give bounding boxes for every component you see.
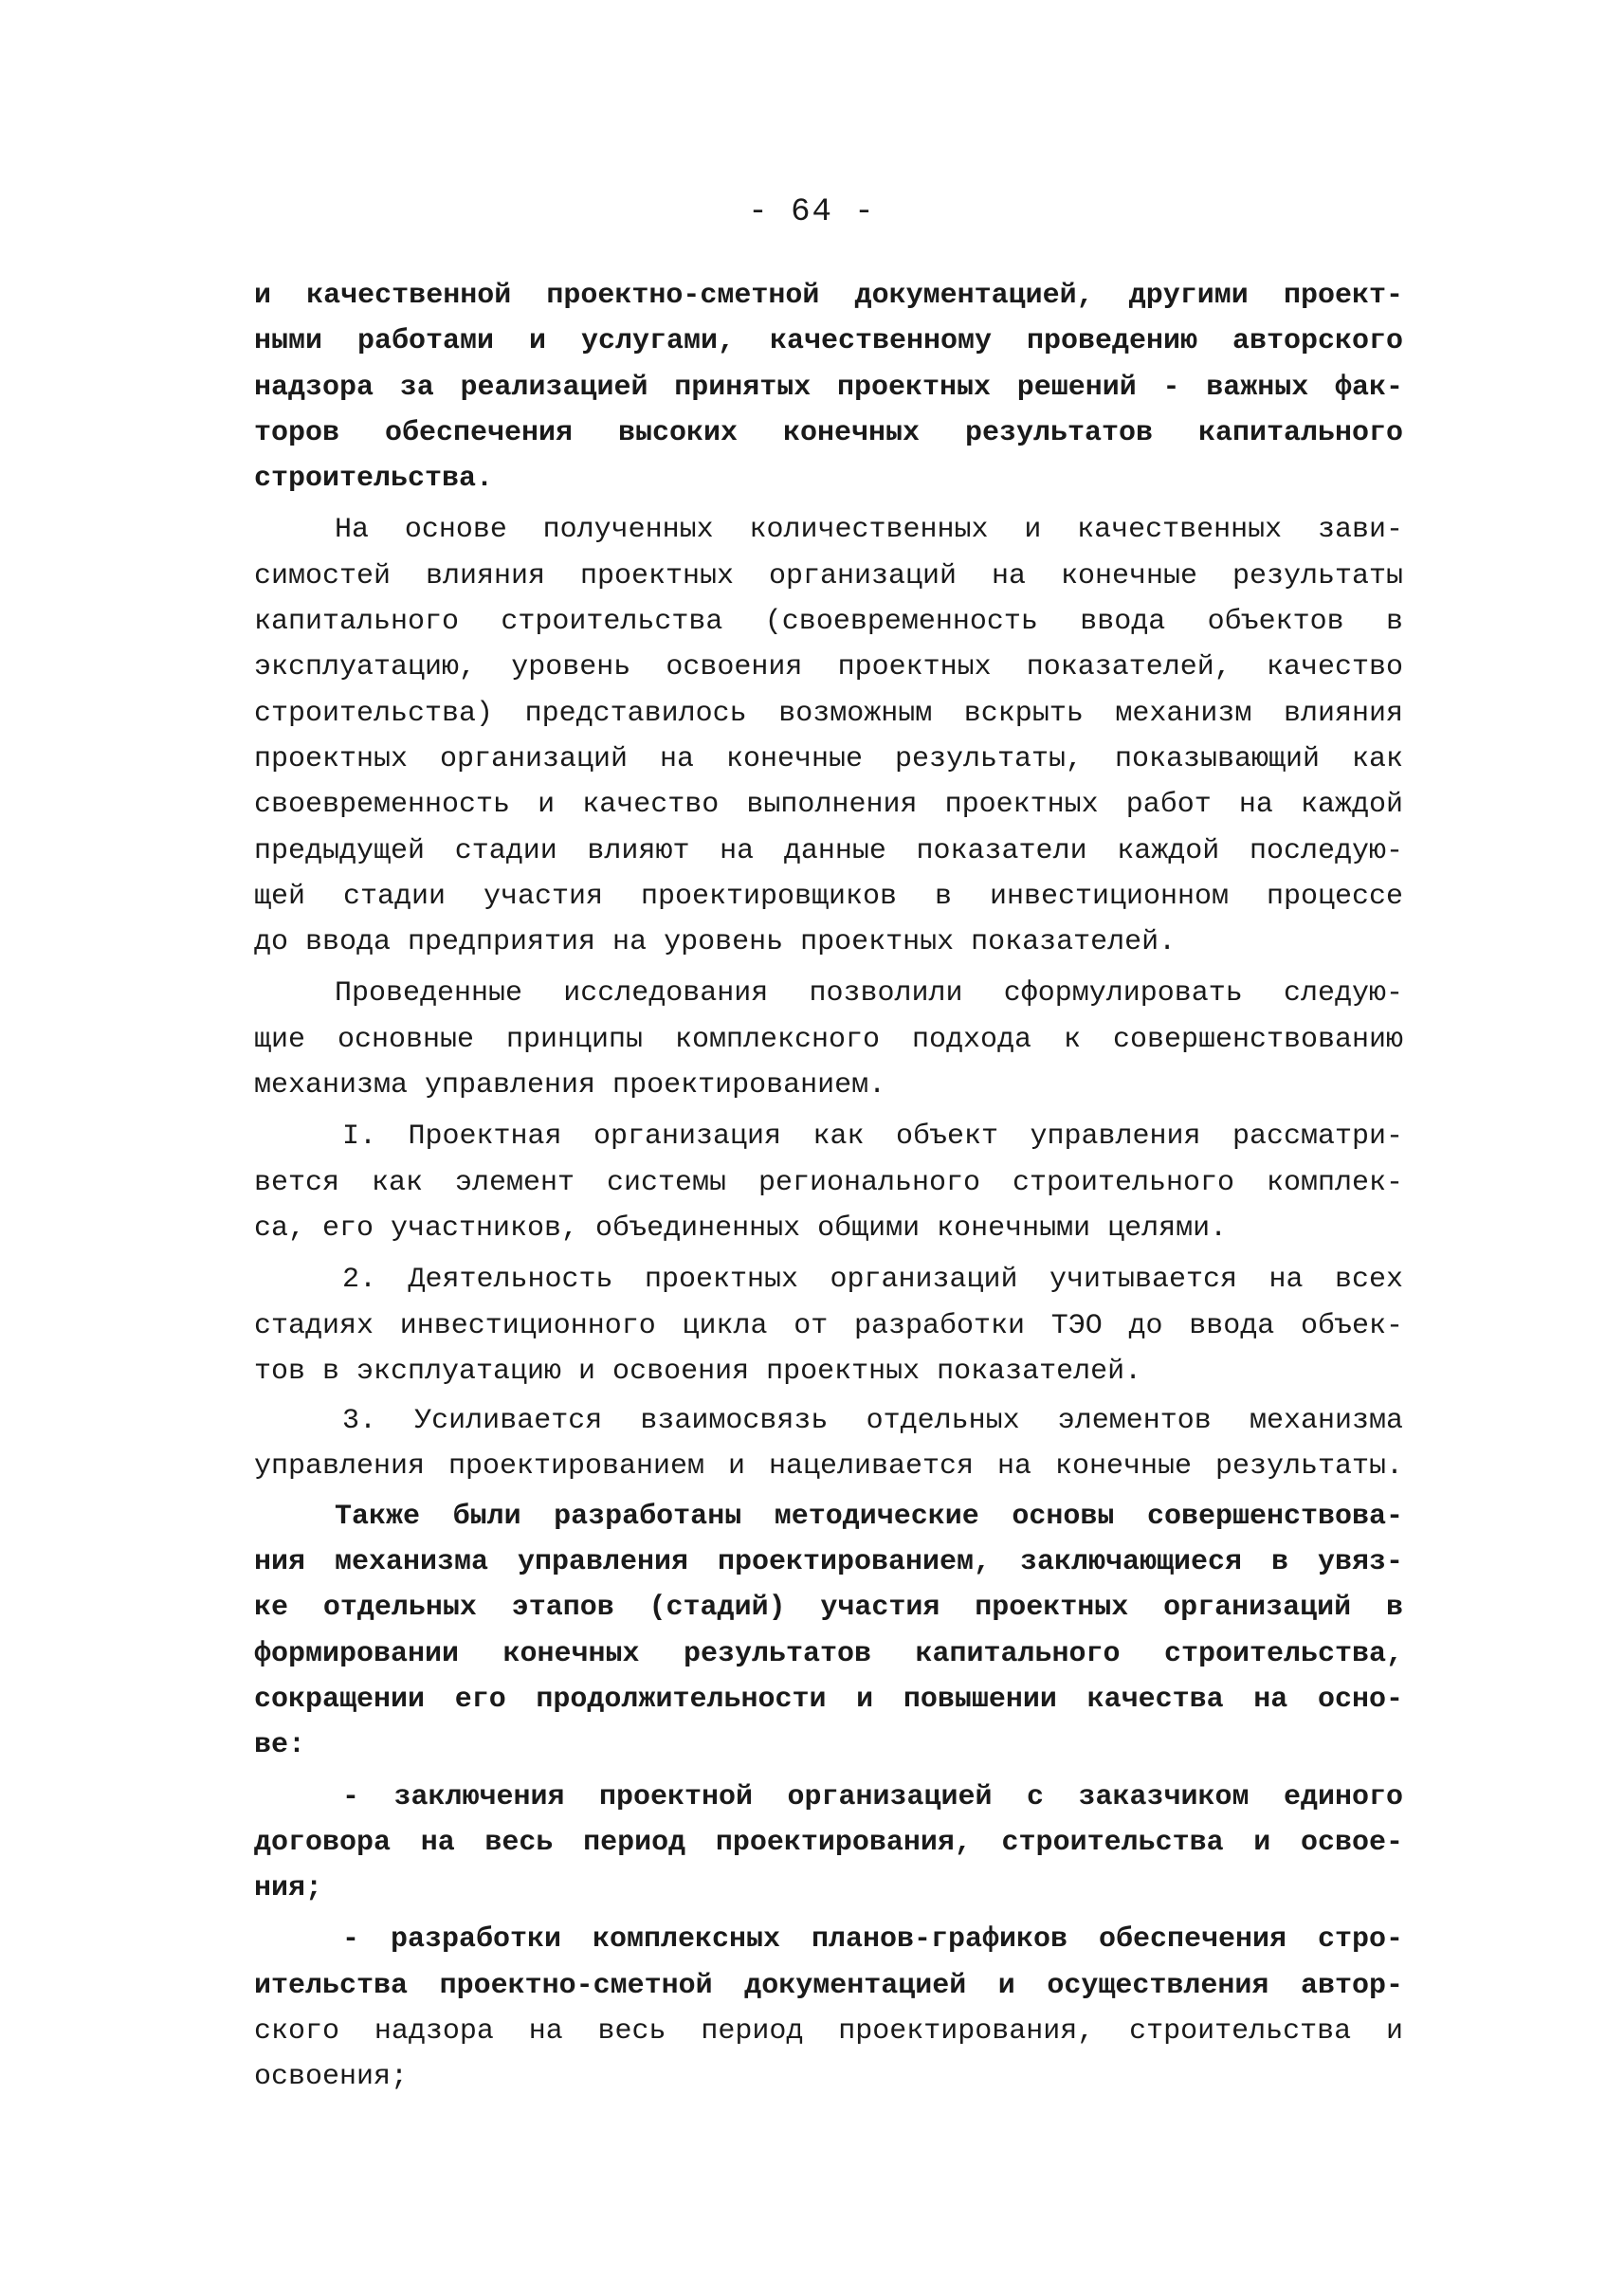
page-number: - 64 - [748, 194, 876, 230]
text-line: договора на весь период проектирования, строительства и освое- [254, 1826, 1403, 1859]
text-line: строительства. [254, 463, 494, 496]
text-line: са, его участников, объединенных общими конечными целями. [254, 1211, 1228, 1245]
text-line: предыдущей стадии влияют на данные показатели каждой последую- [254, 834, 1403, 867]
text-line: стадиях инвестиционного цикла от разработки ТЭО до ввода объек- [254, 1309, 1403, 1342]
text-line: торов обеспечения высоких конечных результатов капитального [254, 416, 1403, 449]
text-line: ве: [254, 1729, 306, 1762]
text-line: ке отдельных этапов (стадий) участия проектных организаций в [254, 1592, 1403, 1625]
text-line: формировании конечных результатов капитального строительства, [254, 1637, 1403, 1670]
text-line: механизма управления проектированием. [254, 1069, 886, 1102]
text-line: ния; [254, 1872, 323, 1905]
text-line: симостей влияния проектных организаций на конечные результаты [254, 559, 1403, 592]
text-line: надзора за реализацией принятых проектных решений - важных фак- [254, 371, 1403, 404]
text-line: проектных организаций на конечные результаты, показывающий как [254, 742, 1403, 775]
text-line: ными работами и услугами, качественному проведению авторского [254, 325, 1403, 358]
text-line: I. Проектная организация как объект управления рассматри- [342, 1120, 1403, 1154]
text-line: 2. Деятельность проектных организаций учитывается на всех [342, 1264, 1403, 1297]
text-line: На основе полученных количественных и качественных зави- [335, 514, 1403, 547]
text-line: Проведенные исследования позволили сформулировать следую- [335, 977, 1403, 1011]
text-line: строительства) представилось возможным вскрыть механизм влияния [254, 697, 1403, 730]
text-line: ительства проектно-сметной документацией и осуществления автор- [254, 1969, 1403, 2002]
text-line: щей стадии участия проектировщиков в инвестиционном процессе [254, 880, 1403, 913]
text-line: щие основные принципы комплексного подхода к совершенствованию [254, 1023, 1403, 1056]
text-line: своевременность и качество выполнения проектных работ на каждой [254, 789, 1403, 822]
text-line: управления проектированием и нацеливается на конечные результаты. [254, 1450, 1403, 1484]
text-line: и качественной проектно-сметной документацией, другими проект- [254, 280, 1403, 312]
text-line: до ввода предприятия на уровень проектных показателей. [254, 926, 1177, 959]
text-line: - разработки комплексных планов-графиков обеспечения стро- [342, 1923, 1403, 1957]
text-line: ского надзора на весь период проектирования, строительства и [254, 2014, 1403, 2048]
text-line: эксплуатацию, уровень освоения проектных показателей, качество [254, 651, 1403, 684]
text-line: вется как элемент системы регионального строительного комплек- [254, 1166, 1403, 1199]
text-line: Также были разработаны методические основы совершенствова- [335, 1500, 1403, 1533]
text-line: капитального строительства (своевременность ввода объектов в [254, 606, 1403, 639]
body-text [254, 273, 1403, 2101]
text-line: ния механизма управления проектированием, заключающиеся в увяз- [254, 1546, 1403, 1579]
text-line: - заключения проектной организацией с заказчиком единого [342, 1780, 1403, 1813]
text-line: тов в эксплуатацию и освоения проектных показателей. [254, 1355, 1142, 1388]
text-line: сокращении его продолжительности и повышении качества на осно- [254, 1683, 1403, 1716]
text-line: 3. Усиливается взаимосвязь отдельных элементов механизма [342, 1405, 1403, 1438]
text-line: освоения; [254, 2061, 409, 2094]
